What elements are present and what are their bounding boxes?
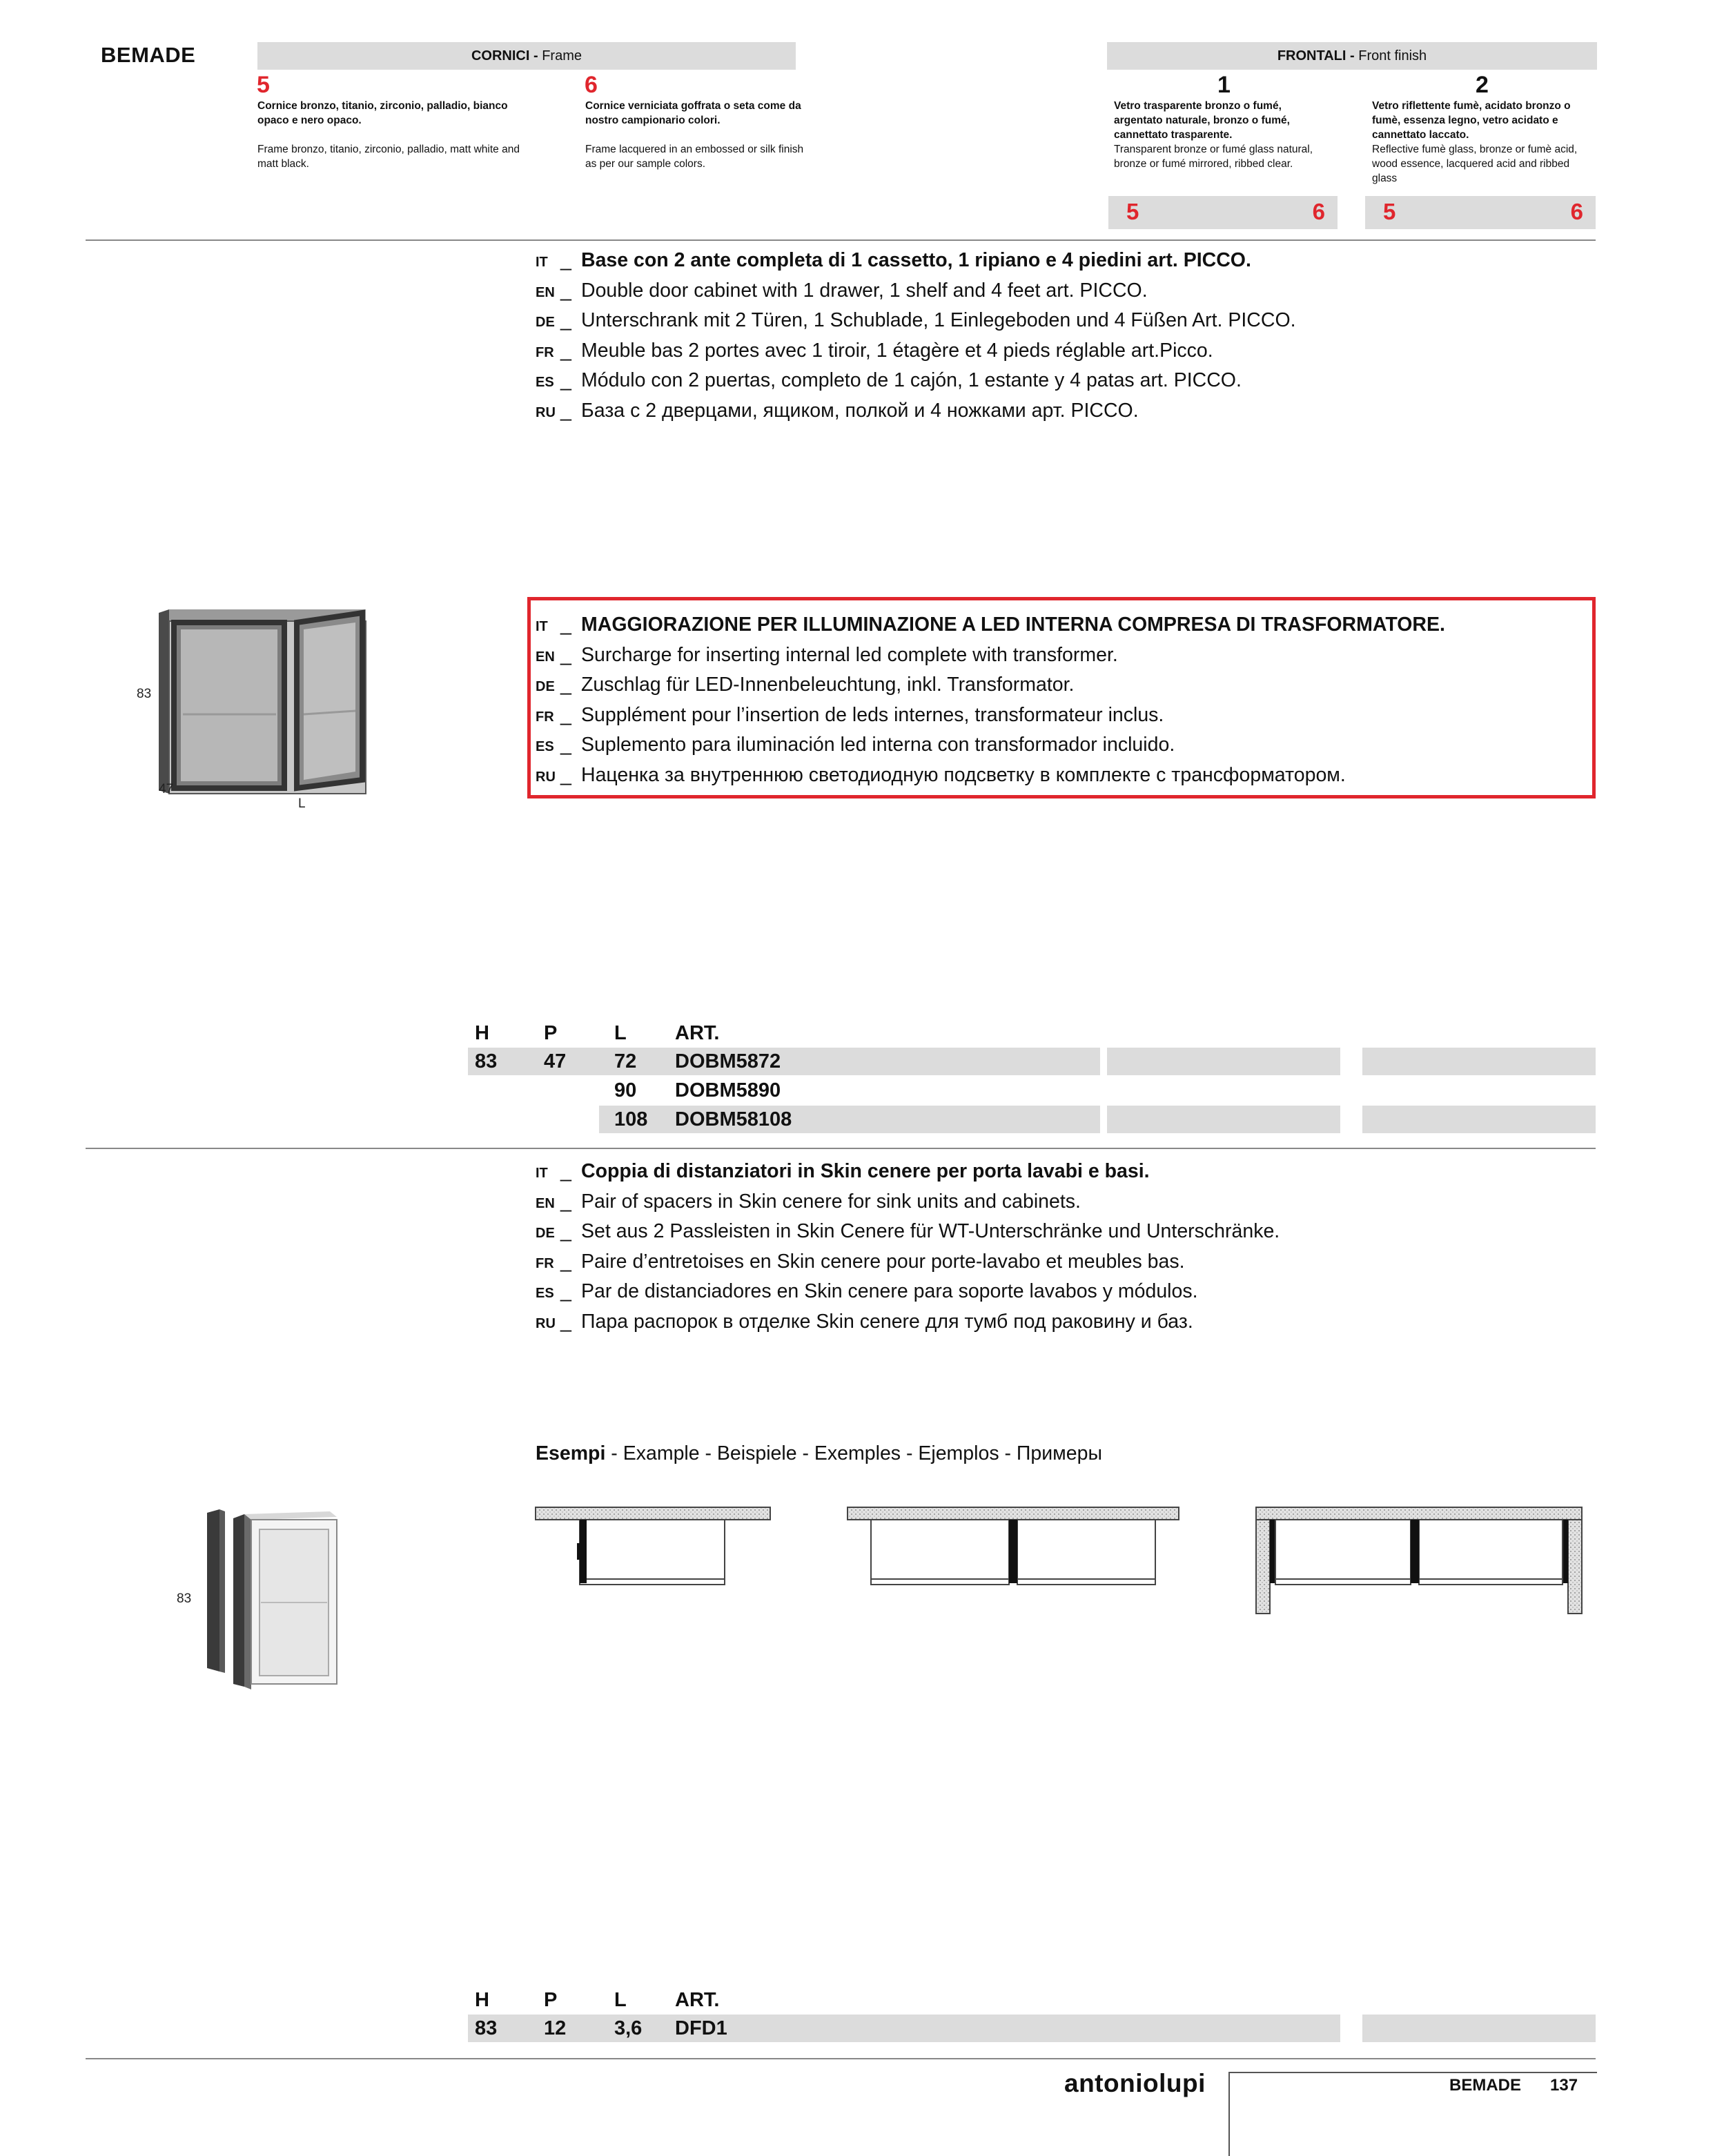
- led-desc-es: ES _ Suplemento para iluminación led interna con transformador incluido.: [536, 734, 1175, 756]
- front-option-2-text: [1372, 99, 1593, 186]
- product1-dim-l: L: [298, 796, 306, 811]
- footer-page-number: 137: [1550, 2076, 1578, 2095]
- product2-row-1-l: 3,6: [614, 2017, 643, 2039]
- product1-dim-p: 47: [159, 782, 174, 796]
- product2-desc-es: ES _ Par de distanciadores en Skin cenere para soporte lavabos y módulos.: [536, 1280, 1198, 1302]
- product2-desc-en: EN _ Pair of spacers in Skin cenere for sink units and cabinets.: [536, 1190, 1081, 1213]
- product1-row-3-bg: [599, 1106, 1100, 1133]
- led-desc-en: EN _ Surcharge for inserting internal led complete with transformer.: [536, 643, 1118, 666]
- front-option-2-sub-6: 6: [1570, 199, 1583, 224]
- footer-box: [1228, 2072, 1597, 2156]
- front-option-2-sub-5: 5: [1383, 199, 1396, 224]
- spacer-illustration: [199, 1506, 344, 1692]
- led-surcharge-text: [536, 611, 1445, 791]
- product1-row-2-art: DOBM5890: [675, 1079, 781, 1101]
- product1-row-1-l: 72: [614, 1050, 637, 1072]
- front-option-2-subbar: [1365, 196, 1596, 229]
- product2-desc-de: DE _ Set aus 2 Passleisten in Skin Cenere für WT-Unterschränke und Unterschränke.: [536, 1220, 1280, 1242]
- frame-option-6-en: Frame lacquered in an embossed or silk finish as per our sample colors.: [585, 144, 804, 170]
- led-desc-fr: FR _ Supplément pour l’insertion de leds internes, transformateur inclus.: [536, 703, 1164, 726]
- front-option-1-en: Transparent bronze or fumé glass natural, bronze or fumé mirrored, ribbed clear.: [1114, 144, 1313, 170]
- cornici-label-rest: Frame: [538, 48, 582, 63]
- product2-row-1-art: DFD1: [675, 2017, 727, 2039]
- product2-col-h: H: [475, 1989, 489, 2011]
- examples-rest: - Example - Beispiele - Exemples - Ejemplos - Примеры: [605, 1442, 1102, 1464]
- frame-option-6-number: 6: [585, 72, 598, 98]
- frame-option-5-text: [257, 99, 533, 171]
- examples-bold: Esempi: [536, 1442, 606, 1464]
- divider-bottom: [86, 2058, 1596, 2059]
- product1-desc-es: ES _ Módulo con 2 puertas, completo de 1 cajón, 1 estante y 4 patas art. PICCO.: [536, 369, 1242, 391]
- product1-row-1-cell-b: [1362, 1048, 1596, 1075]
- footer-collection: BEMADE: [1449, 2076, 1522, 2095]
- product2-dim-h: 83: [177, 1591, 192, 1606]
- front-option-1-number: 1: [1217, 72, 1231, 98]
- product1-dim-h: 83: [137, 687, 152, 701]
- divider-top: [86, 239, 1596, 241]
- product1-desc-de: DE _ Unterschrank mit 2 Türen, 1 Schublade, 1 Einlegeboden und 4 Füßen Art. PICCO.: [536, 309, 1296, 331]
- product2-col-art: ART.: [675, 1989, 720, 2011]
- front-option-1-subbar: [1108, 196, 1338, 229]
- product1-row-1-cell-a: [1107, 1048, 1340, 1075]
- product2-desc-fr: FR _ Paire d’entretoises en Skin cenere pour porte-lavabo et meubles bas.: [536, 1250, 1185, 1273]
- product1-col-art: ART.: [675, 1022, 720, 1044]
- led-desc-it: IT _ MAGGIORAZIONE PER ILLUMINAZIONE A LED INTERNA COMPRESA DI TRASFORMATORE.: [536, 614, 1445, 636]
- frame-option-6-text: [585, 99, 813, 171]
- front-option-2-number: 2: [1476, 72, 1489, 98]
- examples-heading: [536, 1442, 1102, 1465]
- frontali-label-rest: Front finish: [1354, 48, 1427, 63]
- product1-description: [536, 246, 1296, 427]
- front-option-2-it: Vetro riflettente fumè, acidato bronzo o fumè, essenza legno, vetro acidato e cannettato laccato.: [1372, 100, 1571, 141]
- product1-row-3-l: 108: [614, 1108, 648, 1130]
- product2-description: [536, 1157, 1280, 1337]
- product1-row-1-p: 47: [544, 1050, 567, 1072]
- product2-row-1-bg: [468, 2015, 1340, 2042]
- frontali-header: [1107, 42, 1597, 70]
- product2-col-l: L: [614, 1989, 627, 2011]
- front-option-1-sub-6: 6: [1312, 199, 1325, 224]
- example-diagram-3: [1255, 1505, 1586, 1616]
- example-diagram-2: [846, 1505, 1182, 1596]
- frame-option-5-it: Cornice bronzo, titanio, zirconio, palladio, bianco opaco e nero opaco.: [257, 100, 508, 126]
- product1-desc-it: IT _ Base con 2 ante completa di 1 cassetto, 1 ripiano e 4 piedini art. PICCO.: [536, 249, 1251, 271]
- divider-middle: [86, 1148, 1596, 1149]
- product1-col-h: H: [475, 1022, 489, 1044]
- brand-title: BEMADE: [101, 43, 196, 67]
- product1-col-p: P: [544, 1022, 558, 1044]
- cornici-label-bold: CORNICI -: [471, 48, 538, 63]
- front-option-1-sub-5: 5: [1126, 199, 1139, 224]
- front-option-1-it: Vetro trasparente bronzo o fumé, argentato naturale, bronzo o fumé, cannettato trasparente.: [1114, 100, 1290, 141]
- front-option-2-en: Reflective fumè glass, bronze or fumè acid, wood essence, lacquered acid and ribbed glass: [1372, 144, 1578, 184]
- product1-desc-fr: FR _ Meuble bas 2 portes avec 1 tiroir, 1 étagère et 4 pieds réglable art.Picco.: [536, 339, 1213, 362]
- example-diagram-1: [534, 1505, 773, 1596]
- product1-row-3-art: DOBM58108: [675, 1108, 792, 1130]
- product2-desc-ru: RU _ Пара распорок в отделке Skin cenere для тумб под раковину и баз.: [536, 1310, 1193, 1333]
- product1-row-3-cell-b: [1362, 1106, 1596, 1133]
- cabinet-illustration: [131, 594, 386, 814]
- frame-option-5-number: 5: [257, 72, 270, 98]
- product1-col-l: L: [614, 1022, 627, 1044]
- product2-row-1-p: 12: [544, 2017, 567, 2039]
- product1-row-1-art: DOBM5872: [675, 1050, 781, 1072]
- frontali-label-bold: FRONTALI -: [1277, 48, 1355, 63]
- footer-brand: antoniolupi: [1064, 2069, 1206, 2097]
- product1-row-2-l: 90: [614, 1079, 637, 1101]
- product1-row-1-h: 83: [475, 1050, 498, 1072]
- frame-option-6-it: Cornice verniciata goffrata o seta come da nostro campionario colori.: [585, 100, 801, 126]
- product2-desc-it: IT _ Coppia di distanziatori in Skin cenere per porta lavabi e basi.: [536, 1160, 1150, 1182]
- product1-row-3-cell-a: [1107, 1106, 1340, 1133]
- front-option-1-text: [1114, 99, 1321, 171]
- led-desc-ru: RU _ Наценка за внутреннюю светодиодную подсветку в комплекте с трансформатором.: [536, 763, 1346, 786]
- cornici-header: [257, 42, 796, 70]
- product2-row-1-cell-b: [1362, 2015, 1596, 2042]
- product1-desc-en: EN _ Double door cabinet with 1 drawer, 1 shelf and 4 feet art. PICCO.: [536, 279, 1148, 302]
- product1-desc-ru: RU _ База с 2 дверцами, ящиком, полкой и 4 ножками арт. PICCO.: [536, 399, 1139, 422]
- led-desc-de: DE _ Zuschlag für LED-Innenbeleuchtung, inkl. Transformator.: [536, 674, 1075, 696]
- frame-option-5-en: Frame bronzo, titanio, zirconio, palladio, matt white and matt black.: [257, 144, 520, 170]
- product2-col-p: P: [544, 1989, 558, 2011]
- product2-row-1-h: 83: [475, 2017, 498, 2039]
